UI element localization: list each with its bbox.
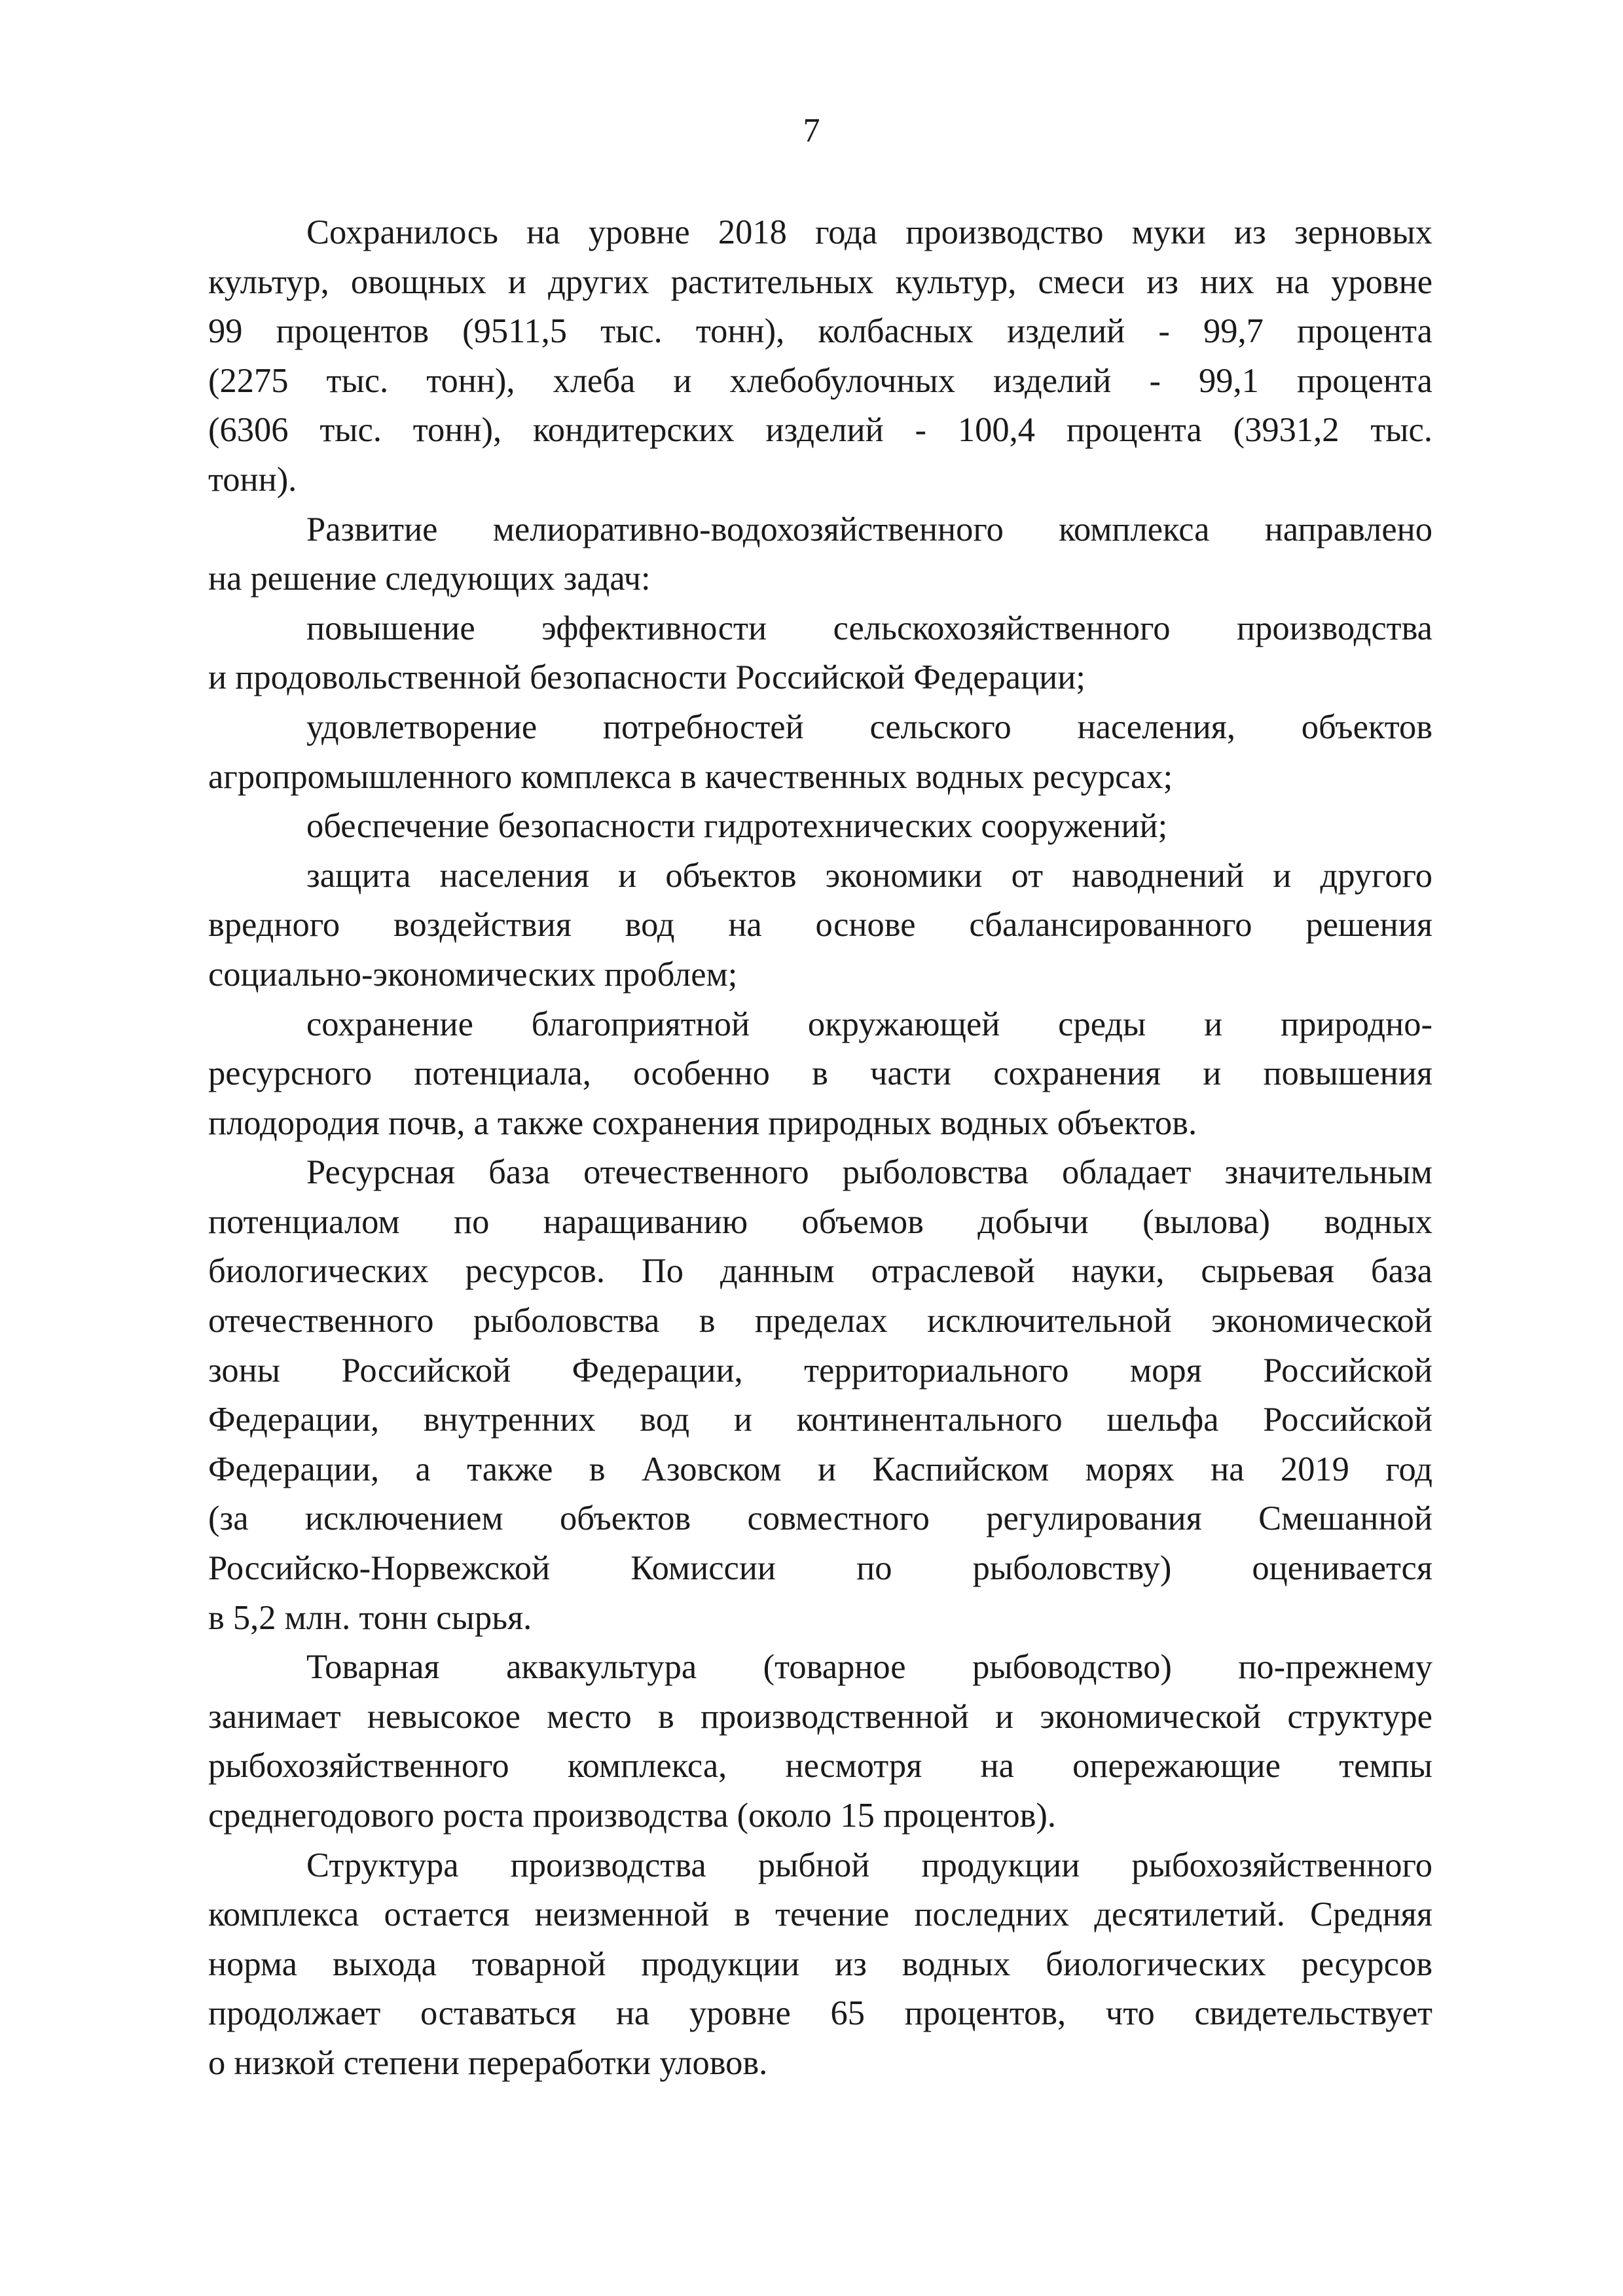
text-line: культур, овощных и других растительных культур, смеси из них на уровне bbox=[208, 262, 1432, 301]
text-line: Развитие мелиоративно-водохозяйственного комплекса направлено bbox=[306, 510, 1432, 548]
text-line: биологических ресурсов. По данным отраслевой науки, сырьевая база bbox=[208, 1252, 1432, 1291]
text-line: продолжает оставаться на уровне 65 процентов, что свидетельствует bbox=[208, 1994, 1432, 2033]
text-line: обеспечение безопасности гидротехнических сооружений; bbox=[306, 807, 1168, 846]
text-line: на решение следующих задач: bbox=[208, 560, 651, 598]
text-line: вредного воздействия вод на основе сбалансированного решения bbox=[208, 906, 1432, 944]
text-line: рыбохозяйственного комплекса, несмотря на опережающие темпы bbox=[208, 1747, 1432, 1785]
text-line: (2275 тыс. тонн), хлеба и хлебобулочных изделий - 99,1 процента bbox=[208, 361, 1432, 400]
text-line: 99 процентов (9511,5 тыс. тонн), колбасных изделий - 99,7 процента bbox=[208, 312, 1432, 351]
text-line: комплекса остается неизменной в течение последних десятилетий. Средняя bbox=[208, 1895, 1432, 1934]
text-line: среднегодового роста производства (около 15 процентов). bbox=[208, 1797, 1056, 1835]
text-line: Федерации, внутренних вод и континентального шельфа Российской bbox=[208, 1401, 1432, 1439]
text-line: повышение эффективности сельскохозяйственного производства bbox=[306, 609, 1432, 647]
text-line: в 5,2 млн. тонн сырья. bbox=[208, 1598, 532, 1637]
text-line: агропромышленного комплекса в качественных водных ресурсах; bbox=[208, 757, 1173, 796]
text-line: плодородия почв, а также сохранения природных водных объектов. bbox=[208, 1103, 1197, 1142]
text-line: занимает невысокое место в производственной и экономической структуре bbox=[208, 1697, 1432, 1736]
text-line: Федерации, а также в Азовском и Каспийском морях на 2019 год bbox=[208, 1450, 1432, 1488]
text-line: социально-экономических проблем; bbox=[208, 955, 738, 994]
text-line: Российско-Норвежской Комиссии по рыболовству) оценивается bbox=[208, 1549, 1432, 1588]
text-line: защита населения и объектов экономики от наводнений и другого bbox=[306, 856, 1432, 895]
text-line: потенциалом по наращиванию объемов добычи (вылова) водных bbox=[208, 1202, 1432, 1241]
page-number: 7 bbox=[803, 112, 820, 149]
document-body bbox=[208, 208, 1432, 2089]
text-line: Структура производства рыбной продукции рыбохозяйственного bbox=[306, 1846, 1432, 1884]
text-line: Товарная аквакультура (товарное рыбоводство) по-прежнему bbox=[306, 1648, 1432, 1687]
text-line: тонн). bbox=[208, 460, 297, 499]
text-line: сохранение благоприятной окружающей среды и природно- bbox=[306, 1005, 1432, 1043]
text-line: и продовольственной безопасности Российской Федерации; bbox=[208, 658, 1085, 697]
text-line: (за исключением объектов совместного регулирования Смешанной bbox=[208, 1499, 1432, 1538]
text-line: удовлетворение потребностей сельского населения, объектов bbox=[306, 708, 1432, 746]
text-line: норма выхода товарной продукции из водных биологических ресурсов bbox=[208, 1945, 1432, 1983]
text-line: зоны Российской Федерации, территориального моря Российской bbox=[208, 1351, 1432, 1390]
text-line: Сохранилось на уровне 2018 года производство муки из зерновых bbox=[306, 213, 1432, 251]
text-line: (6306 тыс. тонн), кондитерских изделий - 100,4 процента (3931,2 тыс. bbox=[208, 411, 1432, 450]
text-line: ресурсного потенциала, особенно в части сохранения и повышения bbox=[208, 1054, 1432, 1093]
text-line: о низкой степени переработки уловов. bbox=[208, 2043, 768, 2082]
text-line: отечественного рыболовства в пределах исключительной экономической bbox=[208, 1302, 1432, 1340]
text-line: Ресурсная база отечественного рыболовства обладает значительным bbox=[306, 1153, 1432, 1192]
